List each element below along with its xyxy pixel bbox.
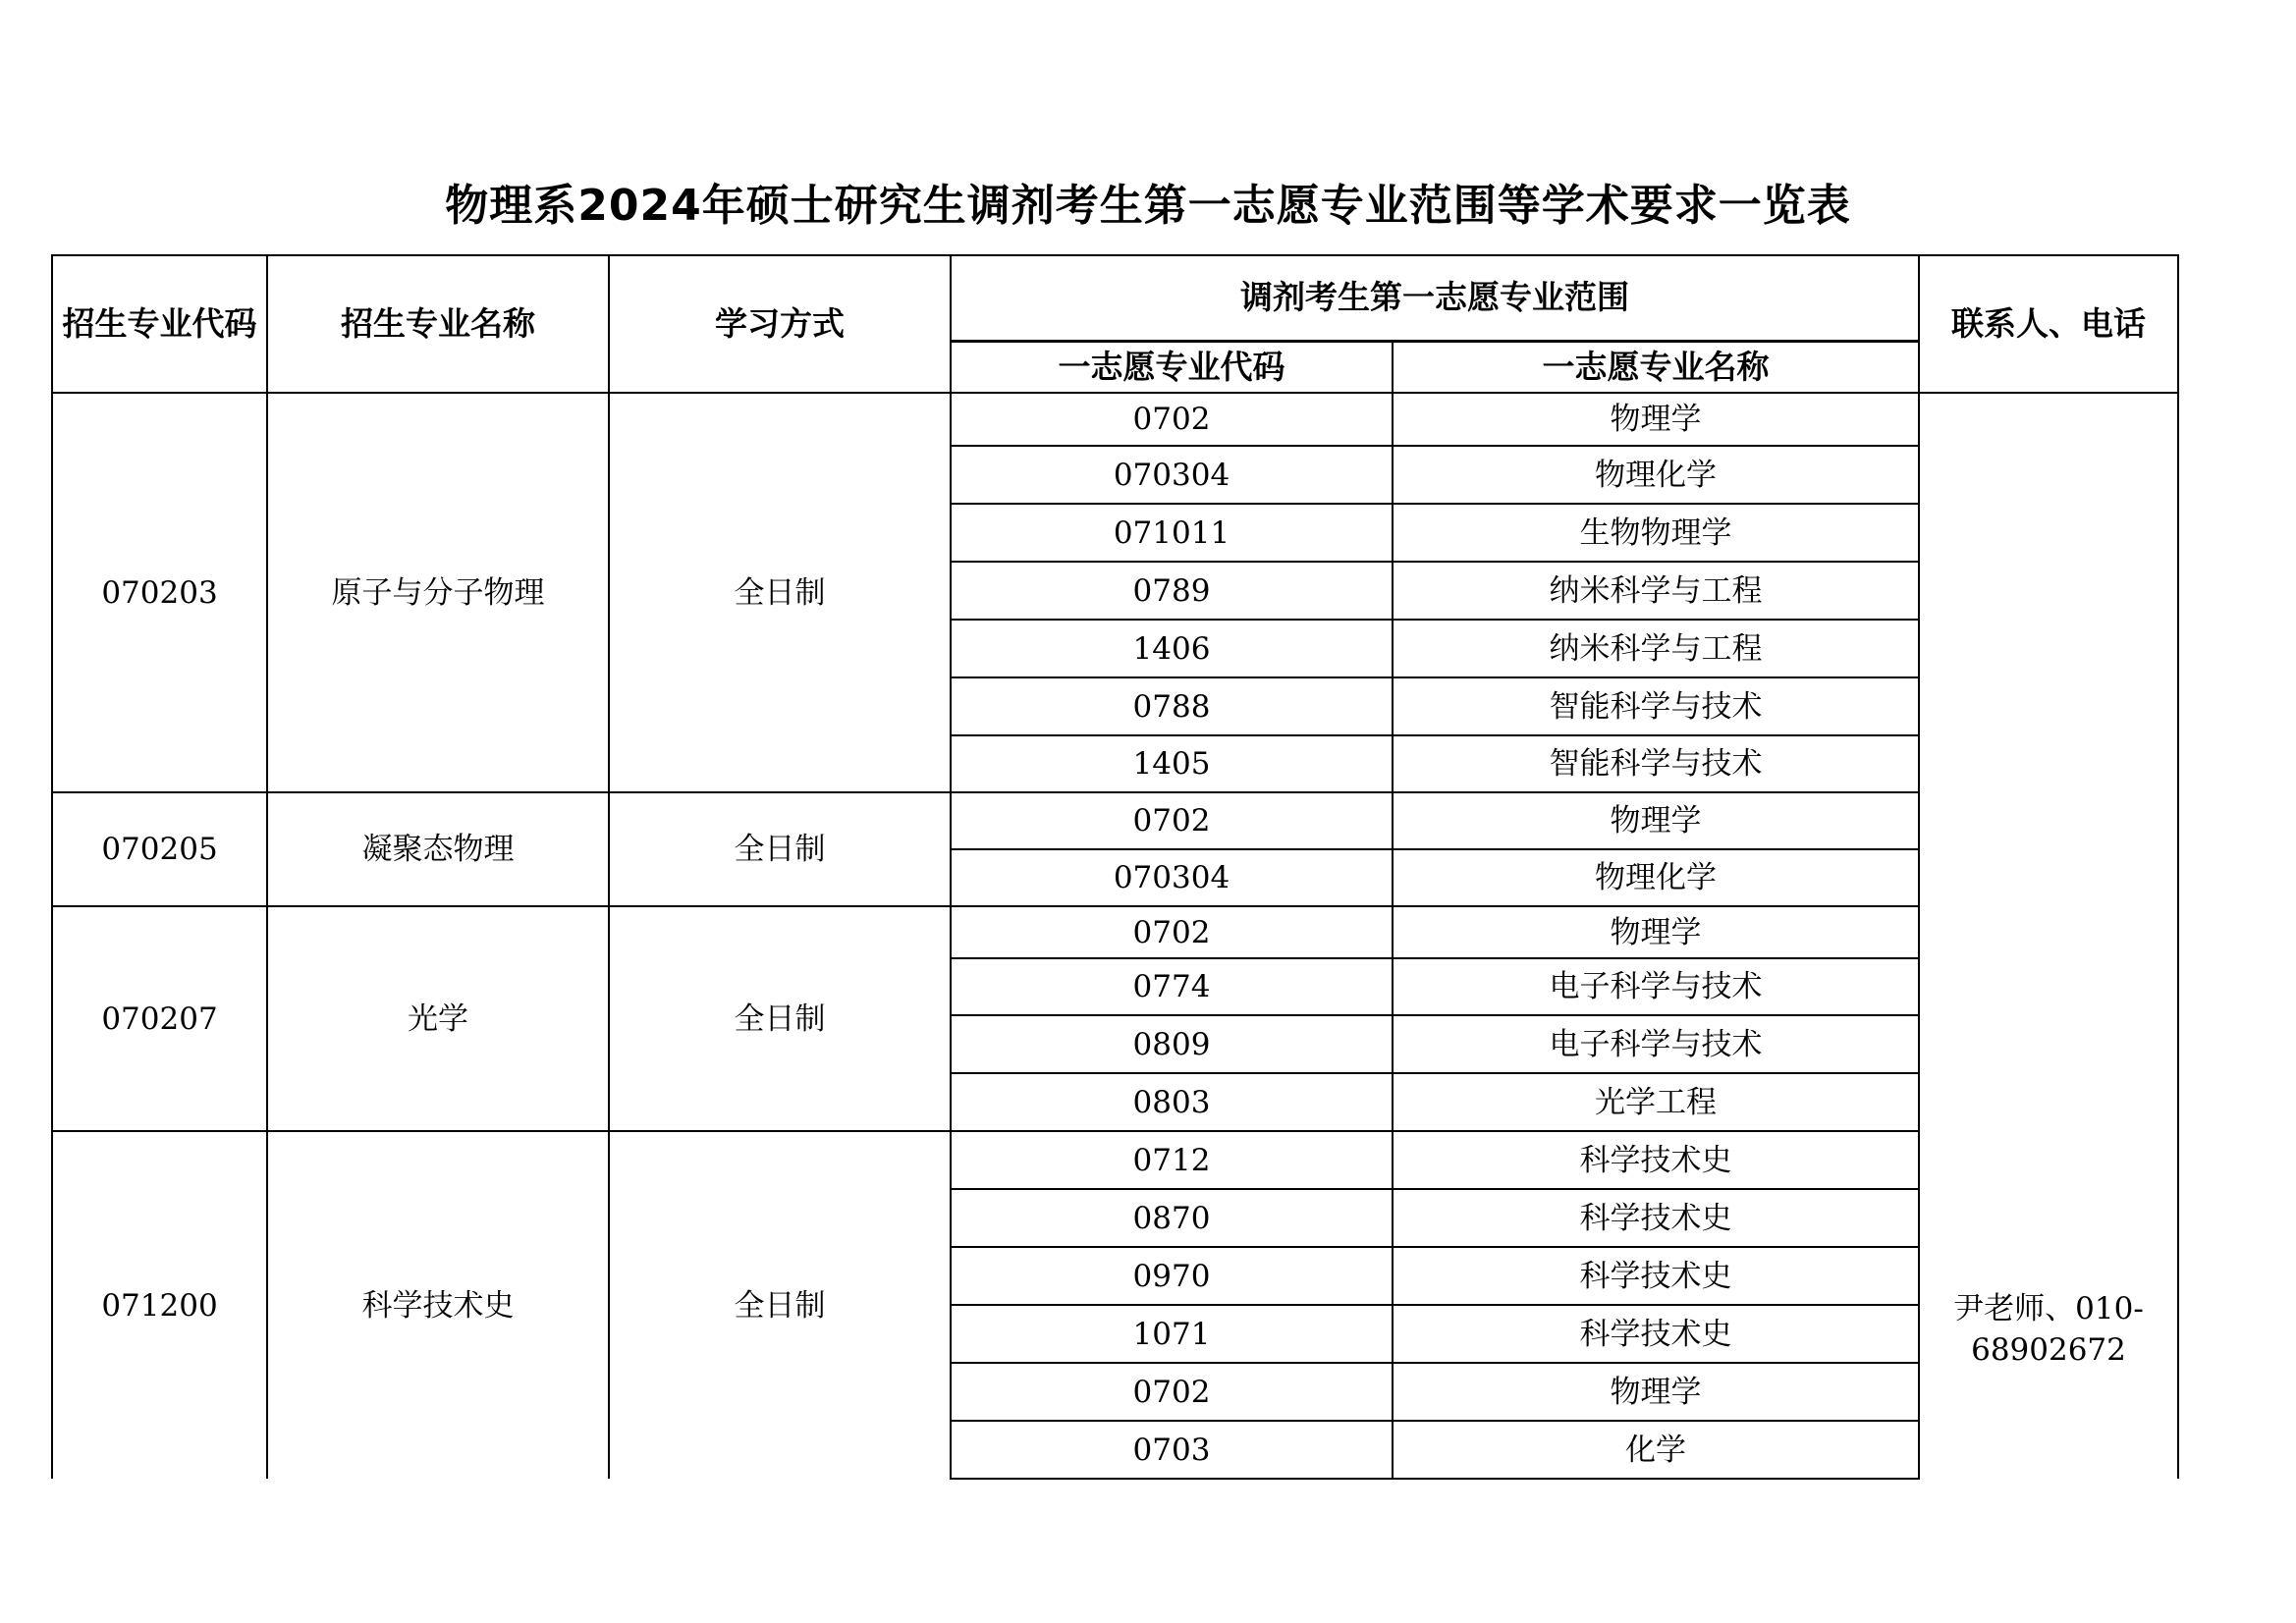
first-choice-code-cell: 0774: [951, 958, 1393, 1015]
first-choice-name-cell: 智能科学与技术: [1393, 677, 1919, 735]
major-code-cell: 071200: [52, 1131, 267, 1479]
major-code-cell: 070205: [52, 792, 267, 906]
first-choice-code-cell: 1071: [951, 1305, 1393, 1363]
first-choice-code-cell: 0803: [951, 1073, 1393, 1131]
requirements-table: [51, 254, 2179, 1480]
page-title: 物理系2024年硕士研究生调剂考生第一志愿专业范围等学术要求一览表: [445, 181, 1851, 231]
first-choice-name-cell: 物理学: [1393, 792, 1919, 849]
header-first-choice-name: 一志愿专业名称: [1393, 341, 1919, 393]
first-choice-code-cell: 0702: [951, 1363, 1393, 1421]
first-choice-name-cell: 纳米科学与工程: [1393, 620, 1919, 677]
first-choice-code-cell: 070304: [951, 446, 1393, 504]
first-choice-name-cell: 化学: [1393, 1421, 1919, 1479]
major-name-cell: 原子与分子物理: [267, 393, 609, 792]
first-choice-code-cell: 0703: [951, 1421, 1393, 1479]
first-choice-name-cell: 科学技术史: [1393, 1305, 1919, 1363]
first-choice-name-cell: 生物物理学: [1393, 504, 1919, 562]
header-contact: 联系人、电话: [1919, 255, 2178, 393]
first-choice-code-cell: 0712: [951, 1131, 1393, 1189]
first-choice-code-cell: 0809: [951, 1015, 1393, 1073]
first-choice-name-cell: 物理化学: [1393, 446, 1919, 504]
first-choice-code-cell: 0702: [951, 393, 1393, 446]
header-first-choice-code: 一志愿专业代码: [951, 341, 1393, 393]
first-choice-name-cell: 科学技术史: [1393, 1189, 1919, 1247]
header-major-code: 招生专业代码: [52, 255, 267, 393]
first-choice-name-cell: 物理化学: [1393, 849, 1919, 906]
study-mode-cell: 全日制: [609, 1131, 951, 1479]
major-name-cell: 光学: [267, 906, 609, 1131]
table-body: [52, 255, 2178, 1479]
first-choice-name-cell: 物理学: [1393, 393, 1919, 446]
table-row: [52, 1131, 2178, 1189]
contact-line-1: 尹老师、010-: [1953, 1290, 2144, 1326]
first-choice-name-cell: 电子科学与技术: [1393, 958, 1919, 1015]
major-name-cell: 凝聚态物理: [267, 792, 609, 906]
table-row: [52, 393, 2178, 446]
first-choice-code-cell: 0870: [951, 1189, 1393, 1247]
contact-cell: [1919, 393, 2178, 1479]
first-choice-name-cell: 电子科学与技术: [1393, 1015, 1919, 1073]
first-choice-name-cell: 物理学: [1393, 1363, 1919, 1421]
study-mode-cell: 全日制: [609, 906, 951, 1131]
first-choice-code-cell: 1406: [951, 620, 1393, 677]
first-choice-code-cell: 071011: [951, 504, 1393, 562]
header-first-choice-range: 调剂考生第一志愿专业范围: [951, 255, 1919, 341]
first-choice-code-cell: 0702: [951, 906, 1393, 958]
first-choice-name-cell: 纳米科学与工程: [1393, 562, 1919, 620]
first-choice-code-cell: 0789: [951, 562, 1393, 620]
header-study-mode: 学习方式: [609, 255, 951, 393]
table-row: [52, 792, 2178, 849]
first-choice-name-cell: 智能科学与技术: [1393, 735, 1919, 792]
contact-line-2: 68902672: [1971, 1331, 2126, 1368]
major-name-cell: 科学技术史: [267, 1131, 609, 1479]
first-choice-name-cell: 物理学: [1393, 906, 1919, 958]
table-row: [52, 906, 2178, 958]
major-code-cell: 070203: [52, 393, 267, 792]
first-choice-code-cell: 1405: [951, 735, 1393, 792]
study-mode-cell: 全日制: [609, 393, 951, 792]
major-code-cell: 070207: [52, 906, 267, 1131]
first-choice-code-cell: 0702: [951, 792, 1393, 849]
first-choice-name-cell: 光学工程: [1393, 1073, 1919, 1131]
first-choice-code-cell: 0970: [951, 1247, 1393, 1305]
header-major-name: 招生专业名称: [267, 255, 609, 393]
first-choice-code-cell: 070304: [951, 849, 1393, 906]
first-choice-code-cell: 0788: [951, 677, 1393, 735]
study-mode-cell: 全日制: [609, 792, 951, 906]
header-row: [52, 255, 2178, 341]
first-choice-name-cell: 科学技术史: [1393, 1131, 1919, 1189]
first-choice-name-cell: 科学技术史: [1393, 1247, 1919, 1305]
